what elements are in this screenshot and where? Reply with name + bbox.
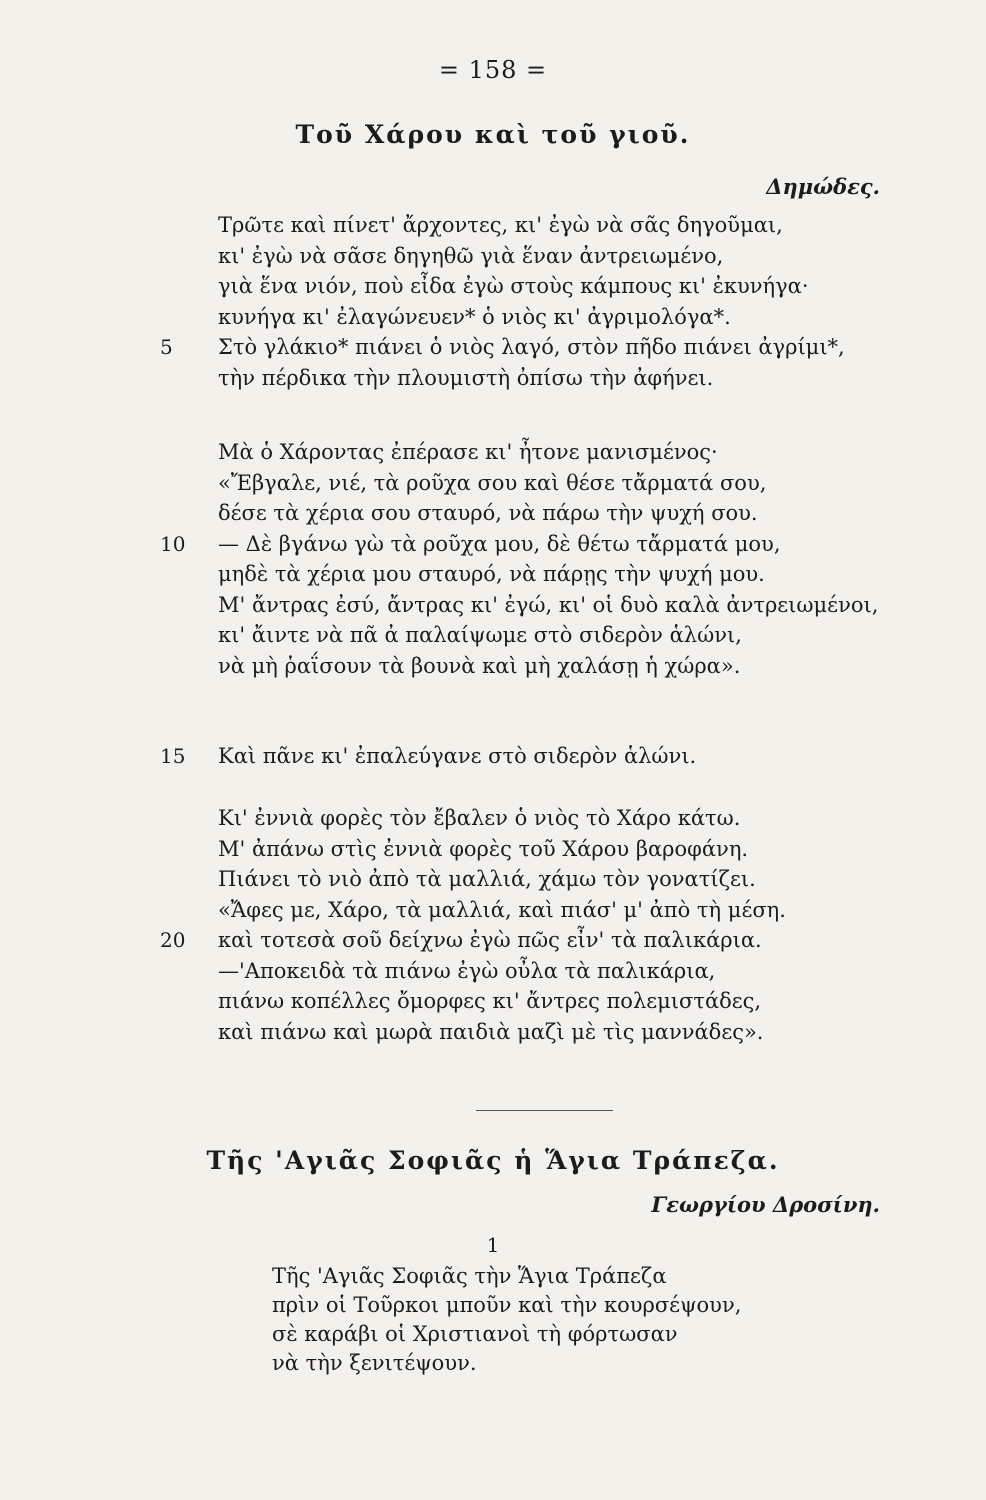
verse-text: Τρῶτε καὶ πίνετ' ἄρχοντες, κι' ἐγὼ νὰ σᾶς δηγοῦμαι, [218, 213, 783, 237]
verse-line [218, 302, 845, 333]
verse-line [218, 1017, 786, 1048]
verse-line: Τῆς 'Αγιᾶς Σοφιᾶς τὴν Ἅγια Τράπεζα [272, 1264, 667, 1288]
section-divider [476, 1110, 613, 1111]
verse-line [160, 925, 786, 956]
verse-line [218, 210, 845, 241]
verse-line [218, 834, 786, 865]
stanza [160, 210, 845, 393]
poem-body-2 [272, 1262, 741, 1378]
part-number: 1 [486, 1233, 500, 1257]
verse-line [218, 620, 878, 651]
verse-text: δέσε τὰ χέρια σου σταυρό, νὰ πάρω τὴν ψυχή σου. [218, 501, 758, 525]
line-number: 15 [160, 744, 186, 768]
poem-attribution-2: Γεωργίου Δροσίνη. [651, 1192, 880, 1217]
verse-line [218, 651, 878, 682]
verse-line [218, 468, 878, 499]
verse-line [218, 241, 845, 272]
verse-line: νὰ τὴν ξενιτέψουν. [272, 1351, 477, 1375]
verse-text: «Ἔβγαλε, νιέ, τὰ ροῦχα σου καὶ θέσε τἄρματά σου, [218, 470, 767, 495]
line-number: 10 [160, 531, 186, 556]
verse-text: Μ' ἀπάνω στὶς ἐννιὰ φορὲς τοῦ Χάρου βαροφάνη. [218, 836, 749, 861]
verse-text: καὶ τοτεσὰ σοῦ δείχνω ἐγὼ πῶς εἶν' τὰ παλικάρια. [218, 928, 762, 952]
verse-text: καὶ πιάνω καὶ μωρὰ παιδιὰ μαζὶ μὲ τὶς μαννάδες». [218, 1019, 764, 1044]
verse-text: πιάνω κοπέλλες ὄμορφες κι' ἄντρες πολεμιστάδες, [218, 989, 762, 1013]
verse-line [218, 498, 878, 529]
verse-text: νὰ μὴ ῥαΐσουν τὰ βουνὰ καὶ μὴ χαλάσῃ ἡ χώρα». [218, 653, 741, 678]
line-number: 20 [160, 928, 186, 952]
verse-line [160, 529, 878, 560]
verse-line [218, 590, 878, 621]
verse-line [218, 956, 786, 987]
verse-line: πρὶν οἱ Τοῦρκοι μποῦν καὶ τὴν κουρσέψουν, [272, 1293, 742, 1317]
verse-text: Καὶ πᾶνε κι' ἐπαλεύγανε στὸ σιδερὸν ἁλώνι. [218, 744, 697, 768]
verse-line [218, 437, 878, 468]
verse-text: μηδὲ τὰ χέρια μου σταυρό, νὰ πάρῃς τὴν ψυχή μου. [218, 562, 765, 586]
line-number: 5 [160, 335, 173, 359]
verse-line [160, 741, 697, 772]
verse-line [160, 332, 845, 363]
verse-text: — Δὲ βγάνω γὼ τὰ ροῦχα μου, δὲ θέτω τἄρματά μου, [218, 531, 781, 556]
verse-line [218, 864, 786, 895]
verse-text: Μ' ἄντρας ἐσύ, ἄντρας κι' ἐγώ, κι' οἱ δυὸ καλὰ ἀντρειωμένοι, [218, 592, 879, 617]
verse-line [218, 559, 878, 590]
verse-text: «Ἄφες με, Χάρο, τὰ μαλλιά, καὶ πιάσ' μ' ἀπὸ τὴ μέση. [218, 897, 786, 922]
verse-line [218, 271, 845, 302]
stanza [160, 803, 786, 1047]
verse-text: γιὰ ἕνα νιόν, ποὺ εἶδα ἐγὼ στοὺς κάμπους κι' ἐκυνήγα· [218, 274, 809, 298]
poem-attribution: Δημώδες. [766, 174, 880, 199]
verse-text: κι' ἄιντε νὰ πᾶ ἀ παλαίψωμε στὸ σιδερὸν ἁλώνι, [218, 623, 742, 647]
verse-line [218, 986, 786, 1017]
stanza [160, 437, 879, 681]
verse-text: Πιάνει τὸ νιὸ ἀπὸ τὰ μαλλιά, χάμω τὸν γονατίζει. [218, 867, 756, 891]
verse-text: κυνήγα κι' ἐλαγώνευεν* ὁ νιὸς κι' ἀγριμολόγα*. [218, 304, 731, 329]
verse-text: Στὸ γλάκιο* πιάνει ὁ νιὸς λαγό, στὸν πῆδο πιάνει ἀγρίμι*, [218, 335, 845, 359]
verse-text: Κι' ἐννιὰ φορὲς τὸν ἔβαλεν ὁ νιὸς τὸ Χάρο κάτω. [218, 806, 741, 830]
verse-line [218, 363, 845, 394]
poem-title: Τοῦ Χάρου καὶ τοῦ γιοῦ. [295, 120, 691, 149]
stanza [160, 741, 697, 772]
verse-text: κι' ἐγὼ νὰ σᾶσε δηγηθῶ γιὰ ἕναν ἀντρειωμένο, [218, 243, 724, 268]
verse-line [218, 803, 786, 834]
verse-line [218, 895, 786, 926]
verse-text: Μὰ ὁ Χάροντας ἐπέρασε κι' ἦτονε μανισμένος· [218, 440, 718, 464]
page-number: = 158 = [438, 56, 548, 84]
poem-title-2: Τῆς 'Αγιᾶς Σοφιᾶς ἡ Ἅγια Τράπεζα. [206, 1146, 780, 1175]
verse-text: τὴν πέρδικα τὴν πλουμιστὴ ὀπίσω τὴν ἀφήνει. [218, 365, 714, 390]
verse-line: σὲ καράβι οἱ Χριστιανοὶ τὴ φόρτωσαν [272, 1322, 678, 1346]
verse-text: —'Αποκειδὰ τὰ πιάνω ἐγὼ οὖλα τὰ παλικάρια, [218, 958, 716, 983]
